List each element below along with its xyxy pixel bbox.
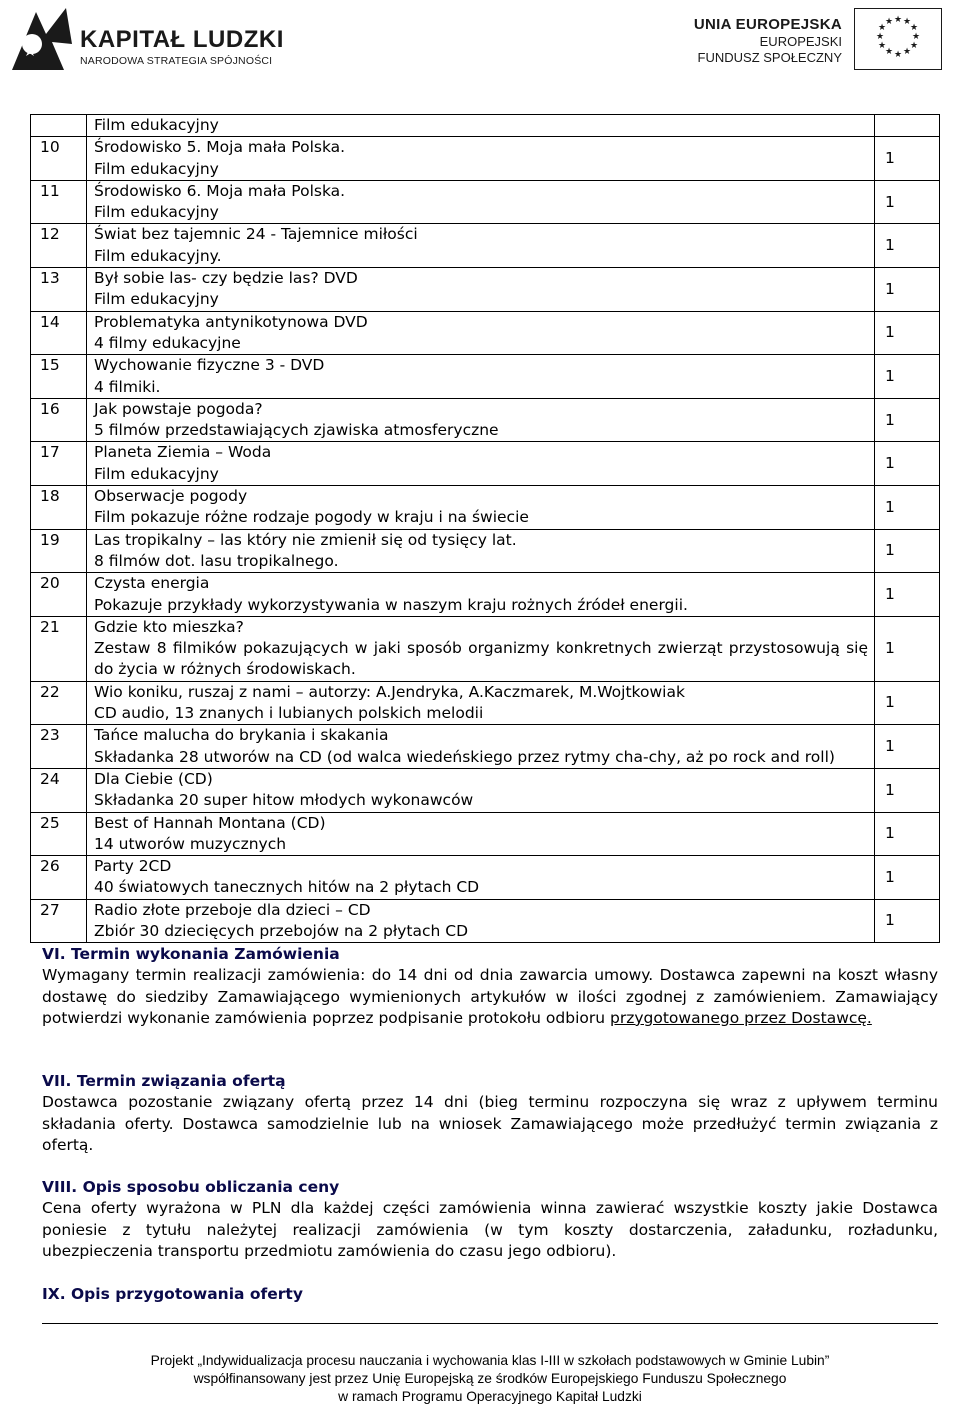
eu-line2: EUROPEJSKI xyxy=(759,34,842,49)
footer-line2: współfinansowany jest przez Unię Europejską ze środków Europejskiego Funduszu Społecznego xyxy=(193,1371,787,1386)
section-ix-heading: IX. Opis przygotowania oferty xyxy=(42,1285,303,1303)
footer-line1: Projekt „Indywidualizacja procesu nauczania i wychowania klas I-III w szkołach podstawowych w Gminie Lubin” xyxy=(150,1353,830,1368)
row-description xyxy=(87,398,875,442)
section-vi-heading: VI. Termin wykonania Zamówienia xyxy=(42,945,340,963)
row-title: Był sobie las- czy będzie las? DVD xyxy=(94,269,358,288)
table-row xyxy=(31,311,940,355)
row-detail: Film edukacyjny xyxy=(94,464,219,483)
row-detail: Film edukacyjny xyxy=(94,159,219,178)
row-description xyxy=(87,529,875,573)
items-table xyxy=(30,114,940,943)
row-description xyxy=(87,812,875,856)
table-row xyxy=(31,899,940,943)
row-description xyxy=(87,442,875,486)
row-description xyxy=(87,137,875,181)
row-num: 13 xyxy=(31,268,87,312)
row-description xyxy=(87,180,875,224)
svg-text:★: ★ xyxy=(875,32,885,42)
section-vii xyxy=(42,1071,938,1156)
kapital-ludzki-subtitle: NARODOWA STRATEGIA SPÓJNOŚCI xyxy=(80,55,273,67)
row-qty: 1 xyxy=(875,681,940,725)
row-title: Radio złote przeboje dla dzieci – CD xyxy=(94,900,371,919)
row-num: 14 xyxy=(31,311,87,355)
row-detail: Składanka 20 super hitow młodych wykonawców xyxy=(94,791,474,810)
row-num: 15 xyxy=(31,355,87,399)
row-description xyxy=(87,768,875,812)
row-description xyxy=(87,725,875,769)
row-description xyxy=(87,899,875,943)
table-row xyxy=(31,725,940,769)
section-vi-body: Wymagany termin realizacji zamówienia: do 14 dni od dnia zawarcia umowy. Dostawca zapewni na koszt własny dostawę do siedziby Zamawiającego wymienionych artykułów w ilości zgodnej z zamówieniem. Zamawiający potwierdzi wykonanie zamówienia poprzez podpisanie protokołu odbioru xyxy=(42,966,938,1027)
svg-text:★: ★ xyxy=(877,23,887,33)
eu-line3: FUNDUSZ SPOŁECZNY xyxy=(697,50,842,65)
row-title: Party 2CD xyxy=(94,857,172,876)
row-detail: Zbiór 30 dziecięcych przebojów na 2 płytach CD xyxy=(94,921,469,940)
row-qty: 1 xyxy=(875,725,940,769)
svg-text:★: ★ xyxy=(884,17,894,27)
row-title: Best of Hannah Montana (CD) xyxy=(94,813,326,832)
row-qty: 1 xyxy=(875,812,940,856)
row-qty: 1 xyxy=(875,899,940,943)
footer-divider xyxy=(42,1323,938,1324)
row-detail: CD audio, 13 znanych i lubianych polskich melodii xyxy=(94,704,484,723)
row-detail: 4 filmiki. xyxy=(94,377,161,396)
row-num: 27 xyxy=(31,899,87,943)
eu-flag-icon xyxy=(854,8,942,70)
row-title: Gdzie kto mieszka? xyxy=(94,617,244,636)
row-num: 25 xyxy=(31,812,87,856)
section-viii-text: Cena oferty wyrażona w PLN dla każdej części zamówienia winna zawierać wszystkie koszty jakie Dostawca poniesie z tytułu należytej realizacji zamówienia (w tym koszty dostarczenia, załadunku, rozładunku, ubezpieczenia transportu przedmiotu zamówienia do czasu jego odbioru). xyxy=(42,1199,938,1260)
row-detail: 40 światowych tanecznych hitów na 2 płytach CD xyxy=(94,878,480,897)
table-row xyxy=(31,812,940,856)
row-title: Tańce malucha do brykania i skakania xyxy=(94,726,389,745)
row-title: Dla Ciebie (CD) xyxy=(94,769,213,788)
svg-text:★: ★ xyxy=(902,17,912,27)
row-qty: 1 xyxy=(875,768,940,812)
kapital-ludzki-title: KAPITAŁ LUDZKI xyxy=(80,26,284,53)
row-qty: 1 xyxy=(875,486,940,530)
svg-text:★: ★ xyxy=(902,47,912,57)
row-qty: 1 xyxy=(875,442,940,486)
row-num: 11 xyxy=(31,180,87,224)
row-title: Planeta Ziemia – Woda xyxy=(94,443,272,462)
row-qty: 1 xyxy=(875,268,940,312)
table-row xyxy=(31,529,940,573)
section-vi-text xyxy=(42,965,938,1029)
row-qty: 1 xyxy=(875,180,940,224)
row-num: 20 xyxy=(31,573,87,617)
svg-text:★: ★ xyxy=(909,23,919,33)
row-detail: 8 filmów dot. lasu tropikalnego. xyxy=(94,551,339,570)
table-row xyxy=(31,180,940,224)
row-title: Świat bez tajemnic 24 - Tajemnice miłości xyxy=(94,225,418,244)
row-qty: 1 xyxy=(875,311,940,355)
section-vii-text: Dostawca pozostanie związany ofertą przez 14 dni (bieg terminu rozpoczyna się wraz z upływem terminu składania oferty. Dostawca samodzielnie lub na wniosek Zamawiającego może przedłużyć termin związania z ofertą. xyxy=(42,1093,938,1154)
row-description xyxy=(87,681,875,725)
row-detail: 14 utworów muzycznych xyxy=(94,834,287,853)
row-num: 18 xyxy=(31,486,87,530)
row-qty xyxy=(875,115,940,137)
row-detail: 4 filmy edukacyjne xyxy=(94,333,241,352)
table-row xyxy=(31,268,940,312)
row-qty: 1 xyxy=(875,224,940,268)
row-title: Wio koniku, ruszaj z nami – autorzy: A.Jendryka, A.Kaczmarek, M.Wojtkowiak xyxy=(94,682,685,701)
table-row xyxy=(31,137,940,181)
row-description xyxy=(87,268,875,312)
footer-line3: w ramach Programu Operacyjnego Kapitał Ludzki xyxy=(338,1389,642,1404)
row-qty: 1 xyxy=(875,616,940,681)
section-vi-underlined: przygotowanego przez Dostawcę. xyxy=(609,1008,872,1027)
row-qty: 1 xyxy=(875,355,940,399)
kapital-ludzki-logo-icon xyxy=(6,4,78,76)
row-title: Problematyka antynikotynowa DVD xyxy=(94,312,368,331)
section-viii-heading: VIII. Opis sposobu obliczania ceny xyxy=(42,1178,340,1196)
row-description xyxy=(87,616,875,681)
row-num: 21 xyxy=(31,616,87,681)
svg-text:★: ★ xyxy=(884,47,894,57)
row-description xyxy=(87,856,875,900)
row-detail: Pokazuje przykłady wykorzystywania w naszym kraju rożnych źródeł energii. xyxy=(94,595,688,614)
table-row xyxy=(31,224,940,268)
row-num: 10 xyxy=(31,137,87,181)
row-detail: Składanka 28 utworów na CD (od walca wiedeńskiego przez rytmy cha-chy, aż po rock and roll) xyxy=(94,747,835,766)
row-qty: 1 xyxy=(875,398,940,442)
svg-text:★: ★ xyxy=(909,41,919,51)
table-row xyxy=(31,768,940,812)
svg-text:★: ★ xyxy=(893,50,903,60)
table-row xyxy=(31,486,940,530)
page-footer xyxy=(42,1352,938,1406)
eu-logo-text xyxy=(694,16,842,66)
row-title: Obserwacje pogody xyxy=(94,487,248,506)
row-detail: Zestaw 8 filmików pokazujących w jaki sposób organizmy konkretnych zwierząt przystosowują się do życia w różnych środowiskach. xyxy=(94,639,868,679)
row-description xyxy=(87,486,875,530)
row-description xyxy=(87,573,875,617)
row-title: Wychowanie fizyczne 3 - DVD xyxy=(94,356,325,375)
row-title: Las tropikalny – las który nie zmienił się od tysięcy lat. xyxy=(94,530,517,549)
section-ix xyxy=(42,1284,938,1305)
table-row xyxy=(31,681,940,725)
row-qty: 1 xyxy=(875,856,940,900)
row-detail: Film edukacyjny. xyxy=(94,246,222,265)
row-title: Środowisko 5. Moja mała Polska. xyxy=(94,138,346,157)
row-num: 19 xyxy=(31,529,87,573)
row-num: 26 xyxy=(31,856,87,900)
row-num: 24 xyxy=(31,768,87,812)
row-detail: Film edukacyjny xyxy=(94,203,219,222)
row-title: Środowisko 6. Moja mała Polska. xyxy=(94,181,346,200)
table-row xyxy=(31,355,940,399)
row-num: 22 xyxy=(31,681,87,725)
table-row xyxy=(31,442,940,486)
svg-text:★: ★ xyxy=(877,41,887,51)
section-viii xyxy=(42,1177,938,1262)
row-qty: 1 xyxy=(875,529,940,573)
table-row xyxy=(31,616,940,681)
row-num xyxy=(31,115,87,137)
row-num: 16 xyxy=(31,398,87,442)
row-description xyxy=(87,311,875,355)
row-detail: Film pokazuje różne rodzaje pogody w kraju i na świecie xyxy=(94,508,529,527)
row-desc: Film edukacyjny xyxy=(87,115,875,137)
section-vi xyxy=(42,944,938,1029)
table-row xyxy=(31,398,940,442)
section-vii-heading: VII. Termin związania ofertą xyxy=(42,1072,286,1090)
table-row-continuation xyxy=(31,115,940,137)
svg-text:★: ★ xyxy=(893,15,903,25)
row-detail: 5 filmów przedstawiających zjawiska atmosferyczne xyxy=(94,421,499,440)
row-num: 23 xyxy=(31,725,87,769)
row-title: Jak powstaje pogoda? xyxy=(94,399,263,418)
eu-line1: UNIA EUROPEJSKA xyxy=(693,16,842,33)
row-detail: Film edukacyjny xyxy=(94,290,219,309)
row-description xyxy=(87,224,875,268)
row-qty: 1 xyxy=(875,137,940,181)
table-row xyxy=(31,573,940,617)
row-num: 17 xyxy=(31,442,87,486)
row-qty: 1 xyxy=(875,573,940,617)
table-row xyxy=(31,856,940,900)
row-title: Czysta energia xyxy=(94,574,210,593)
row-num: 12 xyxy=(31,224,87,268)
row-description xyxy=(87,355,875,399)
svg-text:★: ★ xyxy=(911,32,921,42)
page-header xyxy=(0,0,960,90)
